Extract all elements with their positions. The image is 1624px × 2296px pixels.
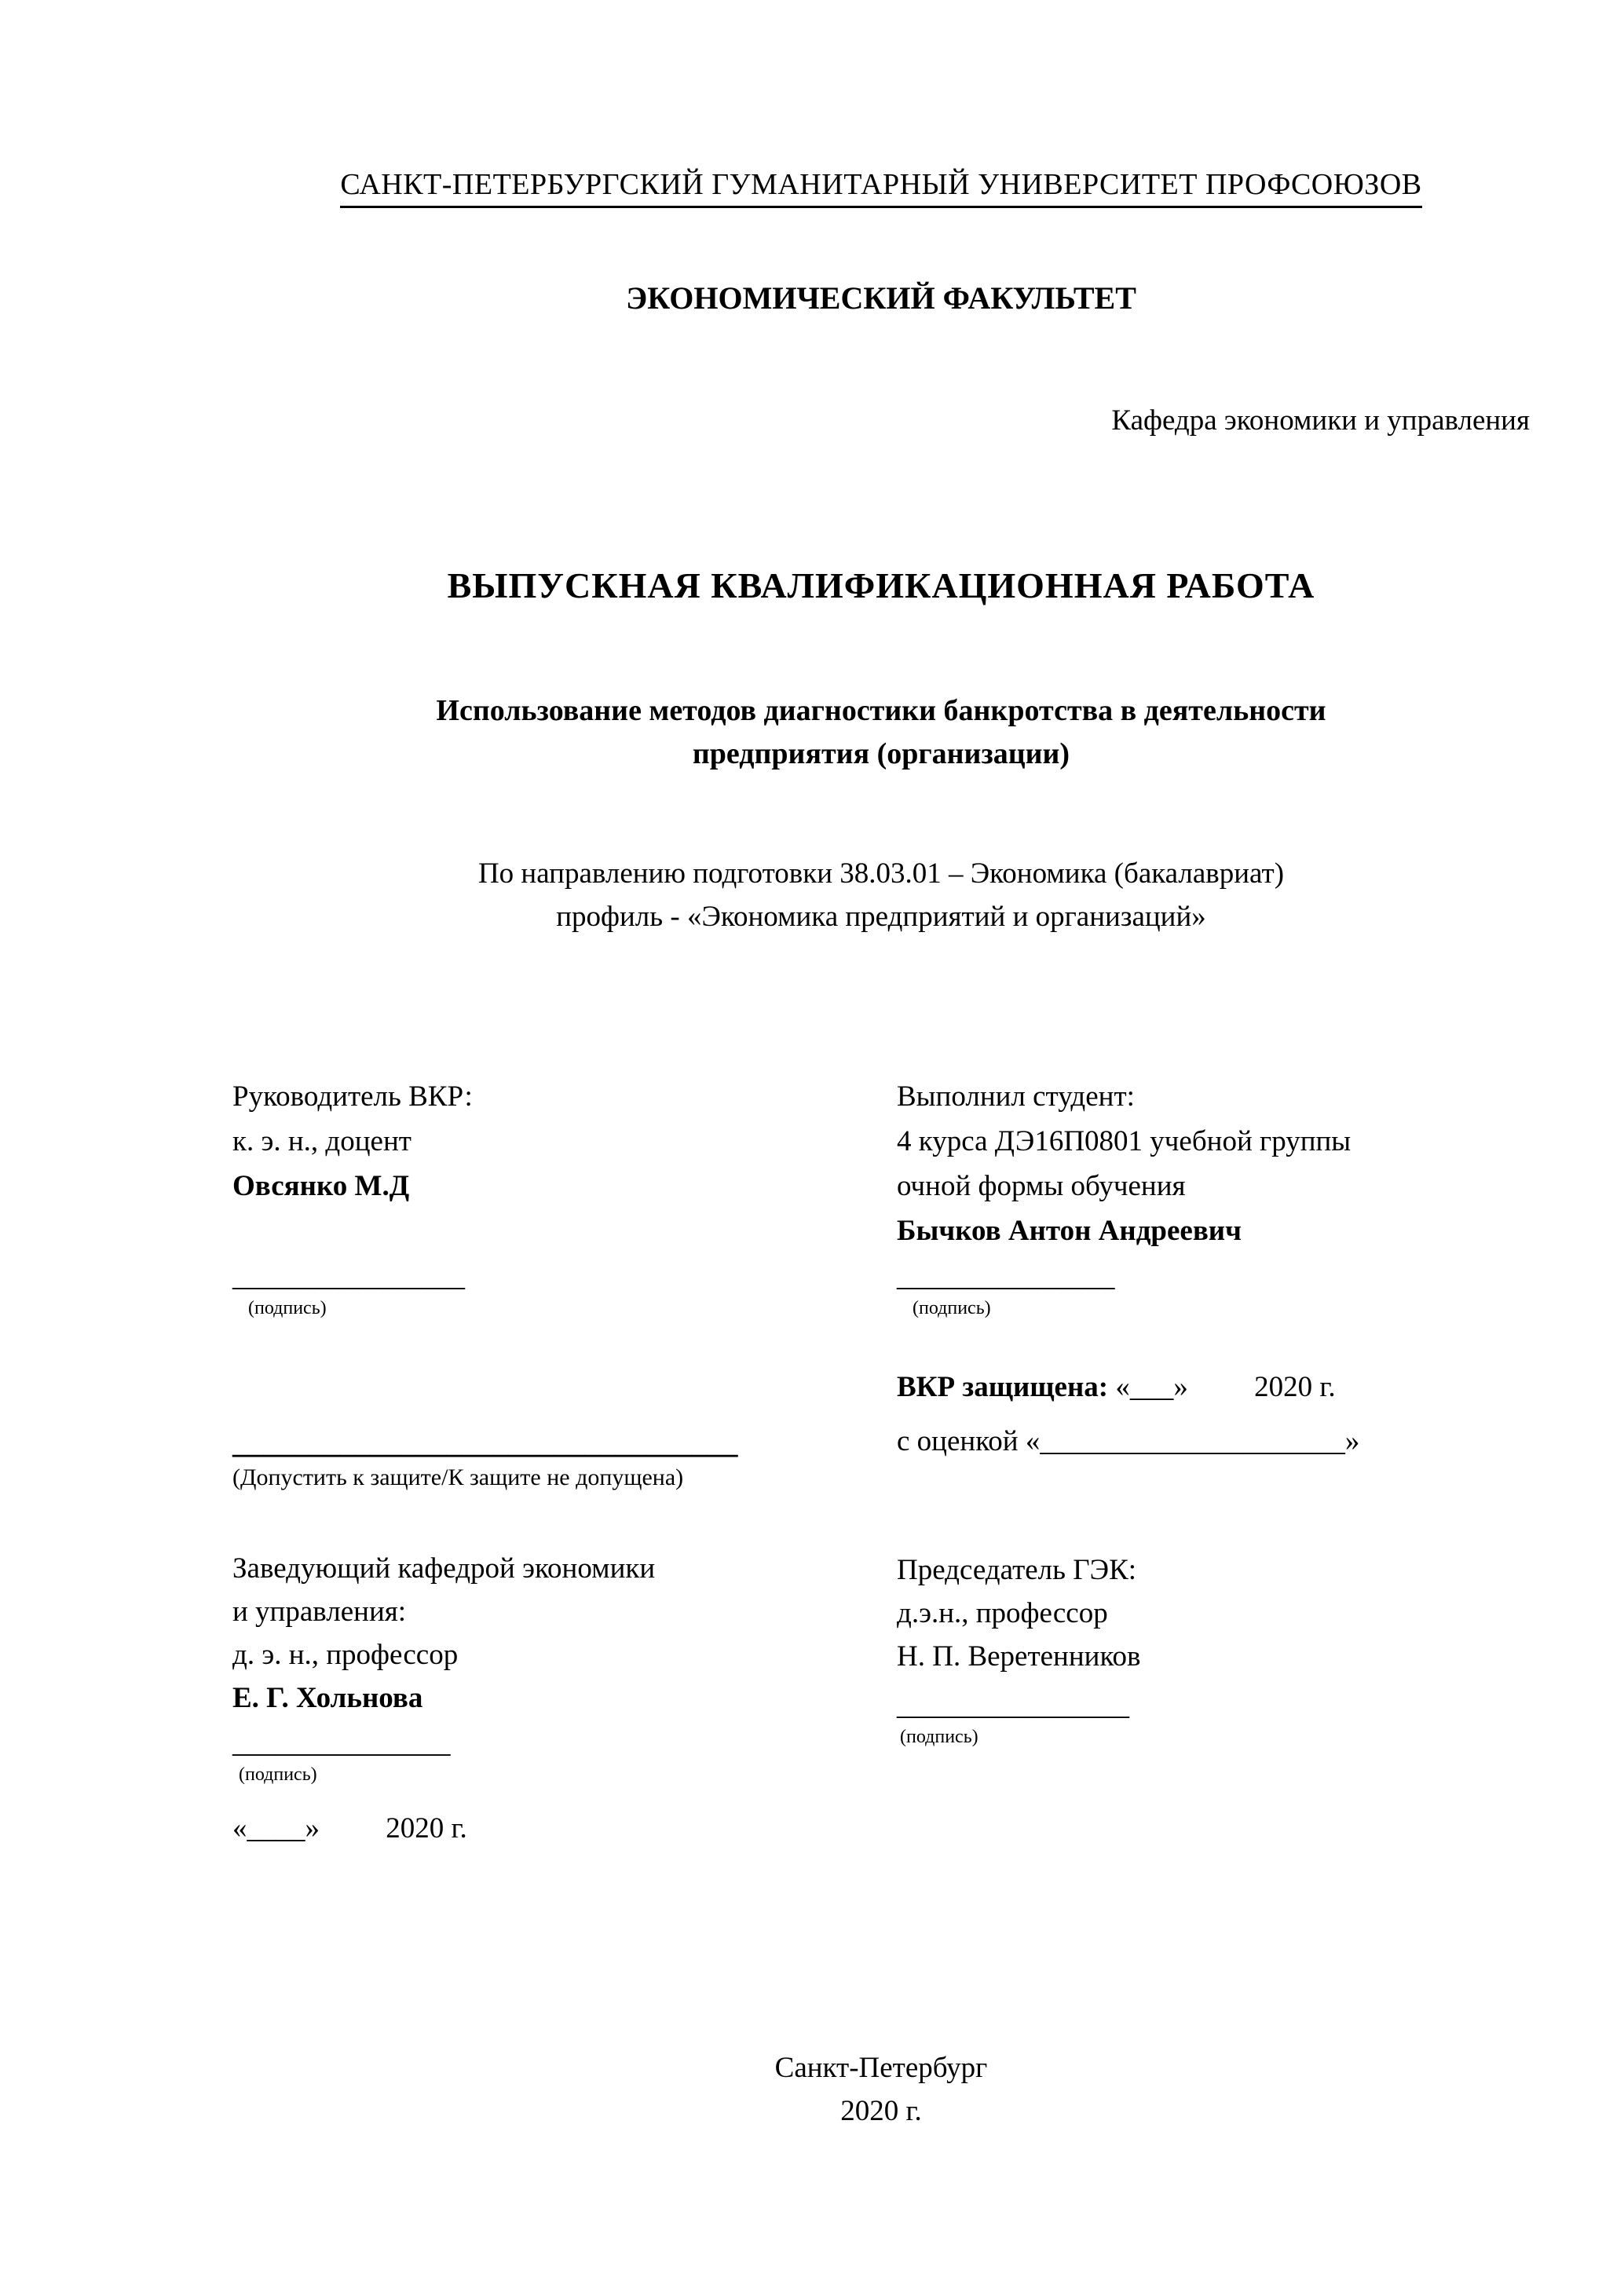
defense-label: ВКР защищена: [897,1371,1109,1403]
student-form: очной формы обучения [897,1170,1186,1202]
faculty-title: ЭКОНОМИЧЕСКИЙ ФАКУЛЬТЕТ [626,280,1136,316]
defense-year: 2020 г. [1254,1371,1336,1403]
direction-block [232,852,1530,938]
chairman-degree: д.э.н., профессор [897,1597,1108,1629]
chairman-signature-line: ________________ [897,1689,1129,1721]
footer-year: 2020 г. [840,2095,922,2127]
admission-line: _________________________________ [232,1426,738,1460]
supervisor-block [232,1074,869,1208]
student-role: Выполнил студент: [897,1080,1135,1113]
head-role-line1: Заведующий кафедрой экономики [232,1552,656,1585]
defense-date-blank: «___» [1115,1371,1188,1403]
head-signature-line: _______________ [232,1727,451,1759]
head-signature [232,1727,869,1786]
head-role-line2: и управления: [232,1596,407,1628]
head-date-line [232,1811,869,1846]
supervisor-name: Овсянко М.Д [232,1170,410,1202]
footer-block [232,2046,1530,2133]
chairman-signature-label: (подпись) [900,1727,978,1747]
student-signature-label: (подпись) [913,1298,991,1318]
admission-label: (Допустить к защите/К защите не допущена) [232,1464,684,1490]
work-type-title: ВЫПУСКНАЯ КВАЛИФИКАЦИОННАЯ РАБОТА [447,565,1315,605]
head-signature-label: (подпись) [239,1764,317,1785]
student-name: Бычков Антон Андреевич [897,1215,1242,1247]
student-block [897,1074,1530,1253]
student-group: 4 курса ДЭ16П0801 учебной группы [897,1125,1352,1157]
thesis-title-line1: Использование методов диагностики банкротства в деятельности [436,694,1326,727]
supervisor-signature-label: (подпись) [248,1298,327,1318]
head-date-year: 2020 г. [386,1812,467,1844]
direction-line1: По направлению подготовки 38.03.01 – Экономика (бакалавриат) [477,857,1285,890]
head-degree: д. э. н., профессор [232,1639,459,1671]
footer-city: Санкт-Петербург [774,2052,988,2084]
department-line: Кафедра экономики и управления [1111,404,1530,437]
supervisor-signature [232,1261,869,1319]
thesis-title-line2: предприятия (организации) [692,737,1070,770]
head-date-blank: «____» [232,1812,320,1844]
thesis-title [232,689,1530,776]
head-block [232,1547,869,1720]
student-signature [897,1261,1530,1319]
direction-line2: профиль - «Экономика предприятий и организаций» [556,901,1206,933]
head-name: Е. Г. Хольнова [232,1682,423,1714]
supervisor-role: Руководитель ВКР: [232,1080,473,1113]
university-header [232,166,1530,203]
chairman-role: Председатель ГЭК: [897,1554,1137,1586]
defense-grade-line: с оценкой «_____________________» [897,1425,1360,1457]
chairman-block [897,1548,1530,1678]
admission-block [232,1426,869,1492]
supervisor-signature-line: ________________ [232,1260,465,1292]
page-content [232,0,1530,2296]
university-name: САНКТ-ПЕТЕРБУРГСКИЙ ГУМАНИТАРНЫЙ УНИВЕРСИТЕТ ПРОФСОЮЗОВ [340,168,1421,208]
chairman-name: Н. П. Веретенников [897,1640,1141,1673]
defense-block [897,1360,1530,1468]
supervisor-degree: к. э. н., доцент [232,1125,411,1157]
chairman-signature [897,1690,1530,1748]
defense-line1 [897,1360,1530,1414]
student-signature-line: _______________ [897,1260,1115,1292]
